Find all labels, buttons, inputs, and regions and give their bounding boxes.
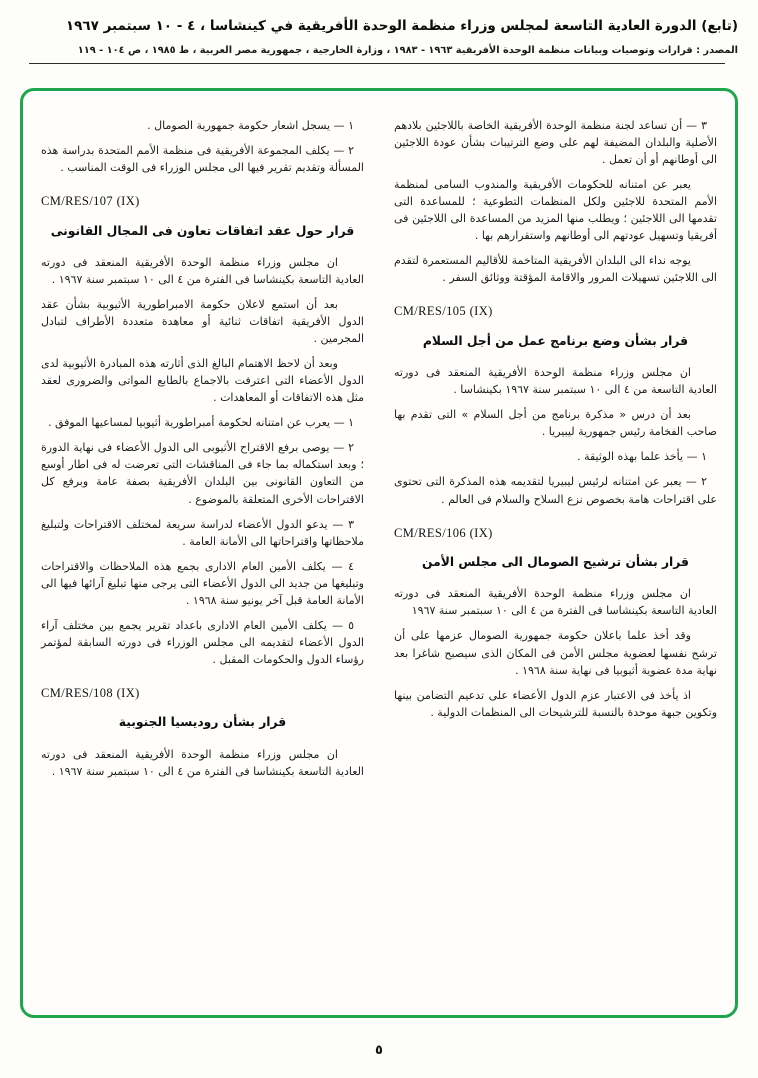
header-divider (29, 63, 725, 64)
paragraph: وبعد أن لاحظ الاهتمام البالغ الذى أثارته هذه المبادرة الأثيوبية لدى الدول الأعضاء التى اعترفت بالاجماع بالطابع المواتى والضرورى لعقد مثل هذه الاتفاقات أو المعاهدات . (41, 357, 364, 405)
resolution-heading: قرار بشأن ترشيح الصومال الى مجلس الأمن (422, 554, 689, 569)
column-left (41, 117, 364, 997)
numbered-item: ١ — يسجل اشعار حكومة جمهورية الصومال . (147, 119, 354, 132)
resolution-heading: قرار حول عقد اتفاقات تعاون فى المجال القانونى (50, 223, 355, 238)
numbered-item: ٥ — يكلف الأمين العام الادارى باعداد تقرير يجمع بين مختلف آراء الدول الأعضاء لتقديمه الى مجلس الوزراء فى دورته السابقة لمؤتمر رؤساء الدول والحكومات المقبل . (41, 618, 364, 666)
paragraph: بعد أن استمع لاعلان حكومة الامبراطورية الأثيوبية بشأن عقد الدول الأفريقية اتفاقات ثنائية أو معاهدة متعددة الأطراف لتبادل المجرمين . (41, 298, 364, 346)
numbered-item: ٢ — يوصى برفع الاقتراح الأثيوبى الى الدول الأعضاء فى نهاية الدورة ؛ وبعد استكماله بما جاء فى المناقشات التى تعرضت له فى اطار أوسع من التعاون القانونى بين البلدان الأفريقية بصفة عامة وبرفع كل الاقتراحات الأخرى المتعلقة بالموضوع . (41, 441, 364, 506)
numbered-item: ٣ — أن تساعد لجنة منظمة الوحدة الأفريقية الخاصة باللاجئين بلادهم الأصلية والبلدان المضيفة لهم على وضع الترتيبات بشأن عودة اللاجئين الى أوطانهم أو أن تعمل . (394, 119, 717, 167)
numbered-item: ٢ — يكلف المجموعة الأفريقية فى منظمة الأمم المتحدة بدراسة هذه المسألة وتقديم تقرير فيها الى مجلس الوزراء فى الوقت المناسب . (41, 144, 364, 175)
resolution-code: CM/RES/105 (IX) (394, 304, 493, 319)
paragraph: ان مجلس وزراء منظمة الوحدة الأفريقية المنعقد فى دورته العادية التاسعة بكينشاسا فى الفترة من ٤ الى ١٠ سبتمبر سنة ١٩٦٧ . (41, 747, 364, 778)
paragraph: اذ يأخذ فى الاعتبار عزم الدول الأعضاء على تدعيم التضامن بينها وتكوين جبهة موحدة بالنسبة للترشيحات الى المنظمات الدولية . (394, 688, 717, 719)
page-number: ٥ (375, 1043, 383, 1058)
column-right (394, 117, 717, 997)
numbered-item: ٣ — يدعو الدول الأعضاء لدراسة سريعة لمختلف الاقتراحات ولتبليغ ملاحظاتها واقتراحاتها الى الأمانة العامة . (41, 517, 364, 548)
numbered-item: ١ — يأخذ علما بهذه الوثيقة . (577, 450, 707, 464)
numbered-item: ٤ — يكلف الأمين العام الادارى بجمع هذه الملاحظات والاقتراحات وتبليغها من جديد الى الدول الأعضاء التى يرجى منها تبليغ آرائها فيها الى الأمانة العامة قبل آخر يونيو سنة ١٩٦٨ . (41, 559, 364, 607)
numbered-item: ١ — يعرب عن امتنانه لحكومة أمبراطورية أثيوبيا لمساعيها الموفق . (47, 416, 354, 430)
source-line: المصدر : قرارات وتوصيات وبيانات منظمة الوحدة الأفريقية ١٩٦٣ - ١٩٨٣ ، وزارة الخارجية ، جمهورية مصر العربية ، ط ١٩٨٥ ، ص ١٠٤ - ١١٩ (77, 45, 738, 57)
resolution-code: CM/RES/108 (IX) (41, 685, 140, 700)
resolution-heading: قرار بشأن وضع برنامج عمل من أجل السلام (422, 333, 689, 348)
content-frame (20, 88, 738, 1018)
paragraph: ان مجلس وزراء منظمة الوحدة الأفريقية المنعقد فى دورته العادية التاسعة بكينشاسا فى الفترة من ٤ الى ١٠ سبتمبر سنة ١٩٦٧ . (41, 255, 364, 286)
paragraph: ان مجلس وزراء منظمة الوحدة الأفريقية المنعقد فى دورته العادية التاسعة من ٤ الى ١٠ سبتمبر سنة ١٩٦٧ بكينشاسا . (394, 366, 717, 397)
resolution-code: CM/RES/106 (IX) (394, 525, 493, 540)
document-title: (تابع) الدورة العادية التاسعة لمجلس وزراء منظمة الوحدة الأفريقية في كينشاسا ، ٤ - ١٠ سبتمبر ١٩٦٧ (65, 18, 738, 34)
numbered-item: ٢ — يعبر عن امتنانه لرئيس ليبيريا لتقديمه هذه المذكرة التى تحتوى على اقتراحات هامة بخصوص نزع السلاح والسلام فى العالم . (394, 475, 717, 506)
paragraph: وقد أخذ علما باعلان حكومة جمهورية الصومال عزمها على أن ترشح نفسها لعضوية مجلس الأمن فى المكان الذى سيصبح شاغرا بعد نهاية مدة عضوية أثيوبيا فى نهاية سنة ١٩٦٨ . (394, 629, 717, 677)
resolution-code: CM/RES/107 (IX) (41, 194, 140, 209)
two-column-layout (41, 117, 717, 997)
paragraph: يعبر عن امتنانه للحكومات الأفريقية والمندوب السامى لمنظمة الأمم المتحدة للاجئين ولكل المنظمات التطوعية ؛ للمساعدة التى تقدمها الى اللاجئين ؛ ويطلب منها المزيد من المساعدة الى اللاجئين فى أفريقيا وتسهيل عودتهم الى أوطانهم واستقرارهم بها . (394, 178, 717, 243)
resolution-heading: قرار بشأن روديسيا الجنوبية (118, 715, 287, 730)
page-header (0, 0, 758, 64)
paragraph: ان مجلس وزراء منظمة الوحدة الأفريقية المنعقد فى دورته العادية التاسعة بكينشاسا فى الفترة من ٤ الى ١٠ سبتمبر سنة ١٩٦٧ (394, 587, 717, 618)
paragraph: يوجه نداء الى البلدان الأفريقية المتاخمة للأقاليم المستعمرة لتقدم الى اللاجئين تسهيلات المرور والاقامة المؤقتة ووثائق السفر . (394, 254, 717, 285)
paragraph: بعد أن درس « مذكرة برنامج من أجل السلام » التى تقدم بها صاحب الفخامة رئيس جمهورية ليبيريا . (394, 408, 717, 439)
